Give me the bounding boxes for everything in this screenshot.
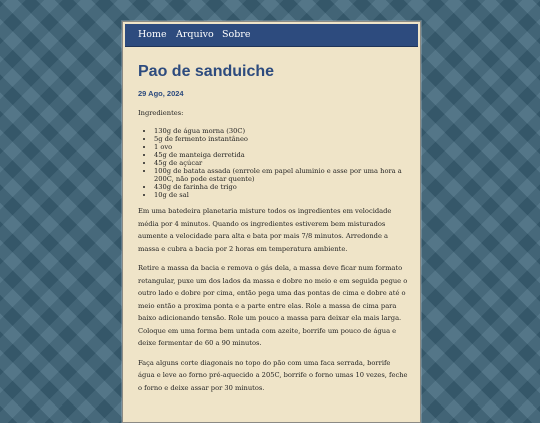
post-date: 29 Ago, 2024 [138, 89, 184, 98]
post-title: Pao de sanduiche [138, 63, 275, 80]
ingredient-item: • 430g de farinha de trigo [154, 183, 408, 191]
ingredient-item: • 45g de açúcar [154, 159, 408, 167]
nav-bar [125, 24, 418, 47]
instructions-paragraph: Faça alguns corte diagonais no topo do pão com uma faca serrada, borrife água e leve ao forno pré-aquecido a 205C, borrife o forno umas 10 vezes, feche o forno e deixe assar por 30 minutos. [138, 358, 408, 392]
content-card [122, 21, 421, 423]
ingredient-item: • 45g de manteiga derretida [154, 151, 408, 159]
instructions-paragraph: Em uma batedeira planetaria misture todos os ingredientes em velocidade média por 4 minutos. Quando os ingredientes estiverem bem misturados aumente a velocidade para alta e bata por mais 7/8 minutos. Arredonde a massa e cubra a bacia por 2 horas em temperatura ambiente. [138, 207, 392, 253]
nav-link-arquivo[interactable]: Arquivo [176, 29, 214, 40]
nav-link-sobre[interactable]: Sobre [222, 29, 251, 40]
ingredient-item: • 1 ovo [154, 143, 408, 151]
ingredient-item: • 100g de batata assada (enrrole em papel aluminio e asse por uma hora a 200C, não pode estar quente) [154, 167, 408, 183]
ingredient-item: • 10g de sal [154, 191, 408, 199]
ingredient-item: • 5g de fermento instantâneo [154, 135, 408, 143]
nav-link-home[interactable]: Home [138, 29, 167, 40]
ingredient-item: • 130g de água morna (30C) [154, 127, 408, 135]
ingredients-label: Ingredientes: [138, 109, 184, 117]
ingredients-list [138, 127, 408, 199]
post-body [138, 109, 408, 401]
instructions-paragraph: Retire a massa da bacia e remova o gás dela, a massa deve ficar num formato retangular, puxe um dos lados da massa e dobre no meio e em seguida pegue o outro lado e dobre por cima, então pega uma das pontas de cima e dobre até o meio então a proxima ponta e a parte entre elas. Role a massa de cima para baixo adicionando tensão. Role um pouco a massa para deixar ela mais larga. Coloque em uma forma bem untada com azeite, borrife um pouco de água e deixe fermentar de 60 a 90 minutos. [138, 264, 408, 347]
